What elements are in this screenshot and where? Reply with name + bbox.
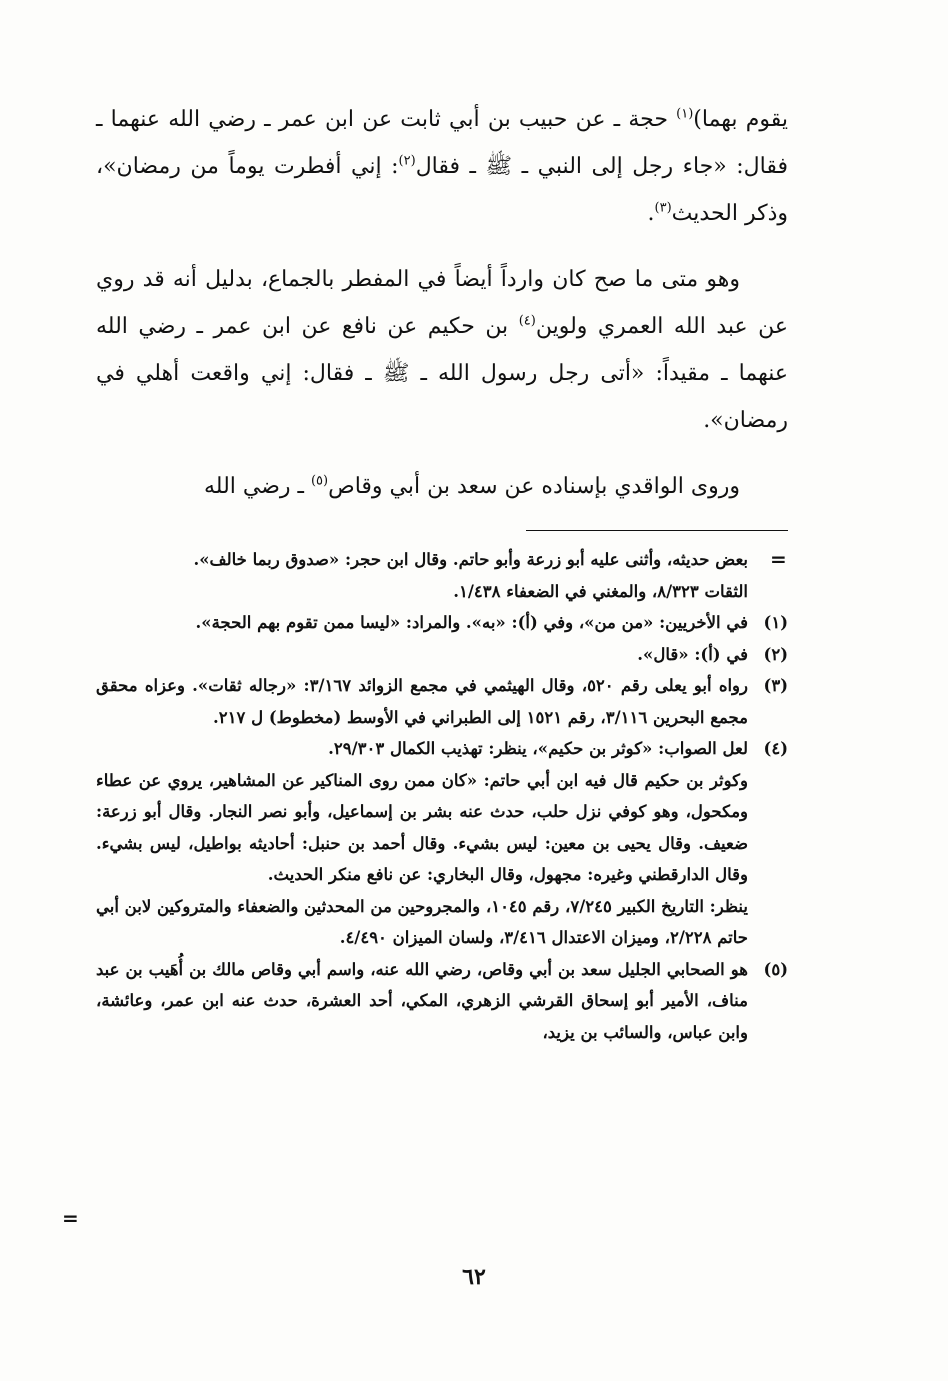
footnote-text: هو الصحابي الجليل سعد بن أبي وقاص، رضي الله عنه، واسم أبي وقاص مالك بن أُهَيب بن عبد مناف، الأمير أبو إسحاق القرشي الزهري، المكي، أحد العشرة، حدث عنه ابن عمر، وعائشة، وابن عباس، والسائب بن يزيد، (96, 959, 748, 1042)
footnote-number: (٢) (763, 644, 788, 664)
footnotes (96, 544, 788, 1048)
footnote-cont-line-2: الثقات ٨/٣٢٣، والمغني في الضعفاء ١/٤٣٨. (453, 581, 748, 601)
footnote-cont-line-1: بعض حديثه، وأثنى عليه أبو زرعة وأبو حاتم. وقال ابن حجر: «صدوق ربما خالف». (193, 550, 748, 569)
continuation-mark-top: = (770, 547, 787, 571)
text-run: : إني أفطرت يوماً من رمضان»، وذكر الحديث (96, 154, 788, 226)
footnote-ref-3[interactable]: (٣) (654, 200, 672, 216)
footnote-text: ينظر: التاريخ الكبير ٧/٢٤٥، رقم ١٠٤٥، والمجروحين من المحدثين والضعفاء والمتروكين لابن أبي حاتم ٢/٢٢٨، وميزان الاعتدال ٣/٤١٦، ولسان الميزان ٤/٤٩٠. (96, 896, 748, 947)
footnote-5 (96, 954, 788, 1049)
paragraph-2 (96, 256, 788, 444)
paragraph-3 (96, 463, 788, 510)
footnote-2 (96, 639, 788, 671)
footnote-number: (١) (763, 613, 788, 632)
continuation-mark-bottom: = (62, 1206, 79, 1230)
footnote-text: لعل الصواب: «كوثر بن حكيم»، ينظر: تهذيب الكمال ٢٩/٣٠٣. (328, 739, 748, 758)
paragraph-1 (96, 96, 788, 237)
footnote-ref-1[interactable]: (١) (676, 106, 694, 122)
footnote-text: في الأخريين: «من من»، وفي (أ): «به». والمراد: «ليسا ممن تقوم بهم الحجة». (195, 613, 748, 632)
text-run: وروى الواقدي بإسناده عن سعد بن أبي وقاص (328, 474, 740, 499)
text-run: يقوم بهما) (693, 107, 788, 132)
footnote-text: رواه أبو يعلى رقم ٥٢٠، وقال الهيثمي في مجمع الزوائد ٣/١٦٧: «رجاله ثقات». وعزاه محقق مجمع البحرين ٣/١١٦، رقم ١٥٢١ إلى الطبراني في الأوسط (مخطوط) ل ٢١٧. (96, 676, 748, 727)
text-run: وهو متى ما صح كان وارداً أيضاً في المفطر بالجماع، بدليل أنه قد روي عن عبد الله العمري ولوين (96, 267, 789, 339)
footnote-continuation (96, 544, 788, 607)
footnote-ref-5[interactable]: (٥) (310, 473, 329, 489)
footnote-separator (526, 530, 788, 531)
footnote-text: وكوثر بن حكيم قال فيه ابن أبي حاتم: «كان ممن روى المناكير عن المشاهير، يروي عن عطاء ومكحول، وهو كوفي نزل حلب، حدث عنه بشر بن إسماعيل، وأبو نصر النجار. وقال أبو زرعة: ضعيف. وقال يحيى بن معين: ليس بشيء. وقال أحمد بن حنبل: أحاديثه بواطيل، ليس بشيء. وقال الدارقطني وغيره: مجهول، وقال البخاري: عن نافع منكر الحديث. (96, 770, 748, 884)
footnote-ref-4[interactable]: (٤) (518, 313, 536, 329)
text-run: ـ رضي الله (203, 474, 311, 499)
footnote-number: (٣) (763, 676, 788, 695)
footnote-text: في (أ): «قال». (637, 644, 748, 664)
footnote-1 (96, 607, 788, 639)
footnote-number: (٥) (763, 959, 788, 979)
footnote-ref-2[interactable]: (٢) (398, 153, 416, 169)
main-text (96, 96, 788, 510)
text-run: حجة ـ عن حبيب بن أبي ثابت عن ابن عمر ـ رضي الله عنهما ـ فقال: «جاء رجل إلى النبي ـ ﷺ ـ فقال (96, 107, 788, 179)
text-run: بن حكيم عن نافع عن ابن عمر ـ رضي الله عنهما ـ مقيداً: «أتى رجل رسول الله ـ ﷺ ـ فقال: إني واقعت أهلي في رمضان». (96, 314, 788, 433)
text-run: . (647, 201, 655, 226)
footnote-number: (٤) (763, 739, 788, 758)
footnote-3 (96, 670, 788, 733)
page-number: ٦٢ (462, 1264, 486, 1290)
footnote-4 (96, 733, 788, 954)
